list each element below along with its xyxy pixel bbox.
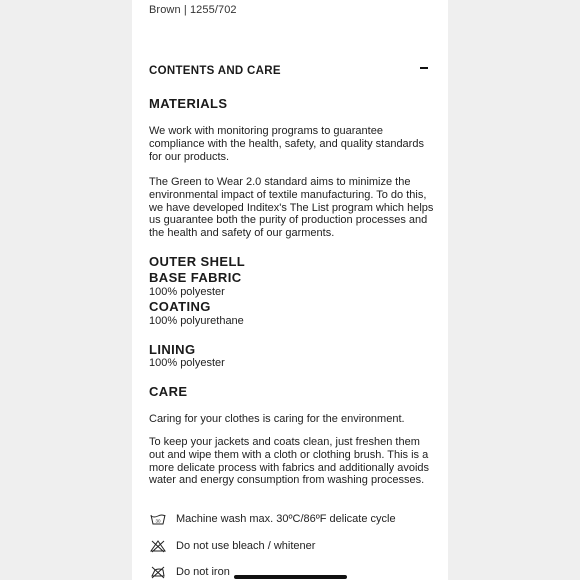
section-title: CONTENTS AND CARE	[149, 65, 281, 77]
base-fabric-value: 100% polyester	[149, 286, 225, 298]
base-fabric-heading: BASE FABRIC	[149, 270, 242, 285]
color-reference: Brown | 1255/702	[149, 4, 237, 16]
collapse-minus-icon[interactable]	[420, 67, 428, 69]
product-details-panel	[132, 0, 448, 580]
lining-value: 100% polyester	[149, 357, 225, 369]
care-paragraph-1: Caring for your clothes is caring for the environment.	[149, 413, 405, 425]
lining-heading: LINING	[149, 342, 196, 357]
care-instruction-bleach	[149, 539, 434, 555]
coating-value: 100% polyurethane	[149, 315, 244, 327]
coating-heading: COATING	[149, 299, 211, 314]
care-instruction-text: Do not use bleach / whitener	[176, 540, 316, 552]
wash-tub-icon	[149, 512, 167, 526]
care-paragraph-2: To keep your jackets and coats clean, just freshen them out and wipe them with a cloth or clothing brush. This is a more delicate process with fabrics and additionally avoids water and energy consumption from washing processes.	[149, 436, 430, 487]
care-heading: CARE	[149, 384, 188, 399]
care-instruction-text: Do not iron	[176, 566, 230, 578]
contents-and-care-header[interactable]	[149, 61, 430, 77]
materials-paragraph-2: The Green to Wear 2.0 standard aims to minimize the environmental impact of textile manufacturing. To do this, we have developed Inditex's The List program which helps us guarantee both the purity of production processes and the health and safety of our garments.	[149, 176, 434, 240]
no-iron-icon	[149, 565, 167, 579]
care-instruction-text: Machine wash max. 30ºC/86ºF delicate cycle	[176, 513, 396, 525]
no-bleach-icon	[149, 539, 167, 553]
care-instruction-wash	[149, 512, 434, 528]
svg-text:30: 30	[155, 518, 161, 524]
outer-shell-heading: OUTER SHELL	[149, 254, 246, 269]
materials-paragraph-1: We work with monitoring programs to guarantee compliance with the health, safety, and quality standards for our products.	[149, 125, 424, 163]
materials-heading: MATERIALS	[149, 96, 228, 111]
home-indicator-bar[interactable]	[234, 575, 347, 579]
